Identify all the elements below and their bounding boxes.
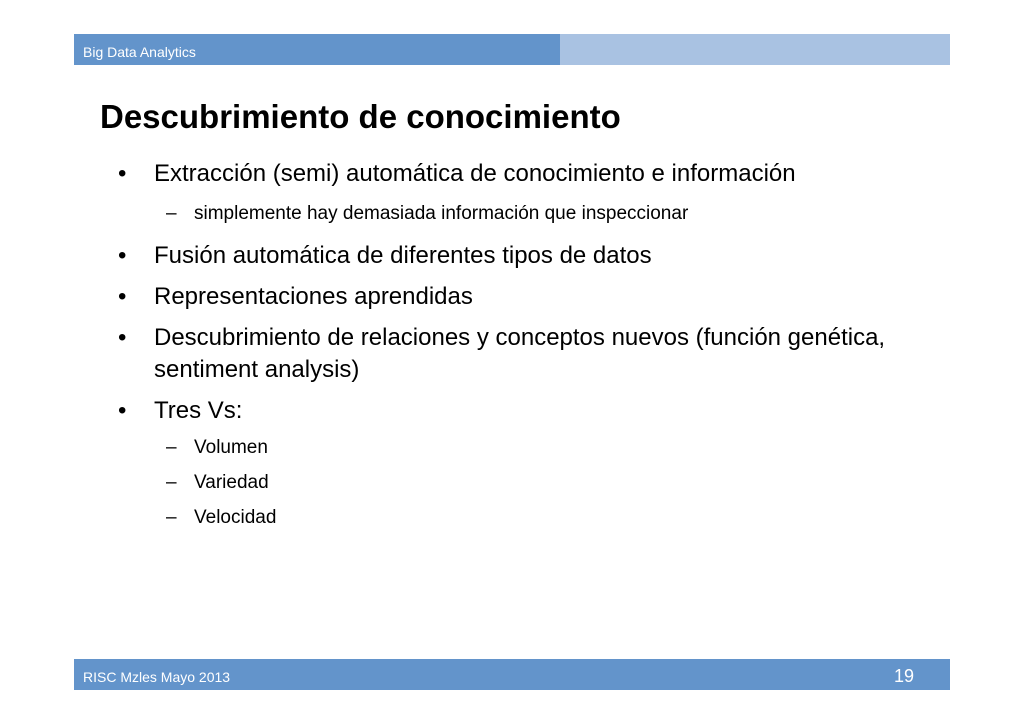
- footer-text: RISC Mzles Mayo 2013: [83, 669, 231, 685]
- sub-bullet-text: simplemente hay demasiada información que inspeccionar: [194, 203, 689, 224]
- sub-bullet-text: Volumen: [194, 437, 268, 458]
- dash-marker: –: [166, 437, 177, 458]
- bullet-marker: •: [118, 160, 127, 187]
- bullet-text: Fusión automática de diferentes tipos de datos: [154, 242, 652, 269]
- bullet-list: [108, 158, 928, 541]
- bullet-item: [108, 395, 928, 427]
- bullet-marker: •: [118, 397, 127, 424]
- bullet-text: Extracción (semi) automática de conocimiento e información: [154, 160, 796, 187]
- header-bar-light-segment: [560, 34, 950, 65]
- header-bar: [74, 34, 950, 65]
- dash-marker: –: [166, 507, 177, 528]
- header-bar-dark-segment: [74, 34, 560, 65]
- sub-bullet-item: [166, 471, 928, 495]
- bullet-marker: •: [118, 283, 127, 310]
- bullet-marker: •: [118, 242, 127, 269]
- bullet-marker: •: [118, 324, 127, 351]
- sub-bullet-item: [166, 436, 928, 460]
- sub-bullet-text: Velocidad: [194, 507, 277, 528]
- page-number: 19: [893, 666, 914, 686]
- bullet-item: [108, 240, 928, 272]
- sub-bullet-item: [166, 202, 928, 226]
- footer-bar: [74, 659, 950, 690]
- header-text: Big Data Analytics: [83, 44, 196, 60]
- dash-marker: –: [166, 472, 177, 493]
- bullet-text: Tres Vs:: [154, 397, 243, 424]
- dash-marker: –: [166, 203, 177, 224]
- bullet-text: Descubrimiento de relaciones y conceptos nuevos (función genética, sentiment analysis): [154, 324, 886, 383]
- sub-bullet-item: [166, 506, 928, 530]
- bullet-text: Representaciones aprendidas: [154, 283, 473, 310]
- bullet-item: [108, 322, 928, 386]
- bullet-item: [108, 281, 928, 313]
- sub-bullet-text: Variedad: [194, 472, 269, 493]
- slide-title: Descubrimiento de conocimiento: [100, 98, 621, 135]
- bullet-item: [108, 158, 928, 190]
